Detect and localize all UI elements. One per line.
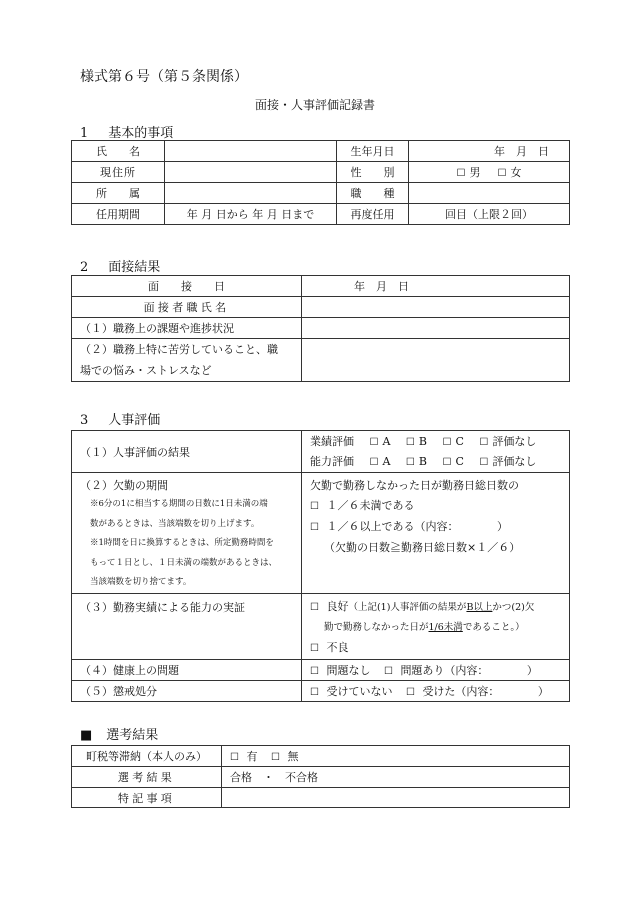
proof-field [302,593,570,659]
gender-field [409,162,570,183]
male-label: 男 [469,166,481,179]
health-none-checkbox[interactable]: ☐ [310,665,319,677]
tax-no-label: 無 [287,750,299,763]
selection-result-field[interactable]: 合格 ・ 不合格 [222,767,570,788]
male-checkbox[interactable]: ☐ [456,168,466,179]
form-number: 様式第６号（第５条関係） [80,69,248,85]
difficulties-field[interactable] [302,339,570,382]
difficulties-line1: （２）職務上特に苦労していること、職 [80,343,278,356]
under-one-sixth-text: 1/6未満 [428,621,463,633]
section4-heading [80,724,158,743]
discipline-yes-checkbox[interactable]: ☐ [405,686,415,698]
absence-notes [80,495,293,593]
perf-a-checkbox[interactable]: ☐ [369,436,379,448]
absence-formula: （欠勤の日数≧勤務日総日数×１／６） [324,541,521,554]
evaluation-result-field [302,431,570,473]
birth-date-label: 生年月日 [337,141,409,162]
absence-under-label: １／６未満である [326,499,415,512]
discipline-yes-label: 受けた（内容： ） [422,684,549,698]
absence-option-2 [310,517,561,538]
absence-period-label: （２）欠勤の期間 [80,479,168,492]
ability-c-checkbox[interactable]: ☐ [442,456,452,468]
absence-note-5: 当該端数を切り捨てます。 [90,577,192,587]
ability-b-label: B [418,454,427,468]
health-field [302,659,570,680]
perf-b-label: B [418,434,427,448]
b-or-above-text: B以上 [466,601,493,613]
ability-a-label: A [382,454,391,468]
difficulties-line2: 場での悩み・ストレスなど [80,364,212,377]
female-checkbox[interactable]: ☐ [497,168,507,179]
absence-note-1: ※6分の1に相当する期間の日数に1日未満の端 [90,499,268,509]
name-field[interactable] [165,141,337,162]
ability-label: 能力評価 [310,454,354,468]
basic-info-table [71,140,570,225]
section3-number: 3 [80,413,89,428]
health-some-checkbox[interactable]: ☐ [383,665,393,677]
job-type-field[interactable] [409,183,570,204]
section1-number: 1 [80,126,89,141]
absence-over-label: １／６以上である（内容： ） [326,520,508,533]
proof-good-row [310,597,561,618]
health-some-label: 問題あり（内容： ） [400,663,538,677]
perf-a-label: A [382,434,391,448]
proof-bad-label: 不良 [326,640,349,654]
name-label: 氏 名 [72,141,165,162]
perf-c-label: C [455,434,464,448]
absence-note-3: ※1時間を日に換算するときは、所定勤務時間を [90,538,274,548]
absence-period-field [302,473,570,594]
perf-c-checkbox[interactable]: ☐ [442,436,452,448]
performance-label: 業績評価 [310,434,354,448]
proof-good-label: 良好 [326,599,349,613]
proof-good-desc: （上記(1)人事評価の結果がB以上かつ(2)欠 [348,601,535,613]
section2-heading [80,256,160,275]
perf-none-checkbox[interactable]: ☐ [479,436,489,448]
section4-mark: ■ [80,728,93,743]
section3-heading [80,409,160,428]
proof-good-checkbox[interactable]: ☐ [310,601,319,613]
department-label: 所 属 [72,183,165,204]
interview-date-field[interactable]: 年 月 日 [302,276,570,297]
address-field[interactable] [165,162,337,183]
task-progress-field[interactable] [302,318,570,339]
discipline-no-label: 受けていない [326,684,393,698]
term-label: 任用期間 [72,204,165,225]
special-notes-label: 特記事項 [72,788,222,808]
female-label: 女 [510,166,522,179]
ability-none-label: 評価なし [492,454,537,468]
absence-period-cell [72,473,302,594]
reappointment-label: 再度任用 [337,204,409,225]
section2-number: 2 [80,260,89,275]
discipline-label: （５）懲戒処分 [72,680,302,701]
gender-label: 性 別 [337,162,409,183]
perf-b-checkbox[interactable]: ☐ [405,436,415,448]
absence-over-checkbox[interactable]: ☐ [310,522,319,533]
interviewer-label: 面接者職氏名 [72,297,302,318]
address-label: 現住所 [72,162,165,183]
tax-arrears-label: 町税等滞納（本人のみ） [72,746,222,767]
tax-arrears-field [222,746,570,767]
special-notes-field[interactable] [222,788,570,808]
health-label: （４）健康上の問題 [72,659,302,680]
difficulties-label [72,339,302,382]
health-none-label: 問題なし [326,663,371,677]
selection-result-label: 選考結果 [72,767,222,788]
reappointment-field[interactable]: 回目（上限２回） [409,204,570,225]
section4-title: 選考結果 [106,728,159,743]
job-type-label: 職 種 [337,183,409,204]
absence-option-1 [310,496,561,517]
birth-date-field[interactable]: 年 月 日 [409,141,570,162]
department-field[interactable] [165,183,337,204]
proof-bad-checkbox[interactable]: ☐ [310,642,319,654]
tax-yes-checkbox[interactable]: ☐ [230,752,239,763]
interviewer-field[interactable] [302,297,570,318]
absence-note-2: 数があるときは、当該端数を切り上げます。 [90,518,260,529]
section3-title: 人事評価 [108,413,161,428]
proof-good-desc-line2: 勤で勤務しなかった日が1/6未満であること。） [324,621,525,633]
proof-label: （３）勤務実績による能力の実証 [72,593,302,659]
task-progress-label: （１）職務上の課題や進捗状況 [72,318,302,339]
discipline-no-checkbox[interactable]: ☐ [310,686,319,698]
tax-yes-label: 有 [246,750,258,763]
ability-none-checkbox[interactable]: ☐ [479,456,489,468]
ability-b-checkbox[interactable]: ☐ [405,456,415,468]
perf-none-label: 評価なし [492,434,537,448]
discipline-field [302,680,570,701]
document-title: 面接・人事評価記録書 [254,98,375,112]
absence-intro: 欠勤で勤務しなかった日が勤務日総日数の [310,479,519,492]
interview-table [71,275,570,382]
ability-a-checkbox[interactable]: ☐ [369,456,379,468]
evaluation-table [71,430,570,702]
absence-note-4: もって１日とし、１日未満の端数があるときは、 [90,557,278,568]
section1-title: 基本的事項 [108,126,174,141]
section2-title: 面接結果 [108,260,161,275]
performance-row [310,432,561,452]
ability-c-label: C [455,454,464,468]
selection-table [71,745,570,808]
interview-date-label: 面 接 日 [72,276,302,297]
tax-no-checkbox[interactable]: ☐ [270,752,280,763]
term-field[interactable]: 年 月 日から 年 月 日まで [165,204,337,225]
section1-heading [80,122,173,141]
proof-bad-row [310,638,561,659]
evaluation-result-label: （１）人事評価の結果 [72,431,302,473]
ability-row [310,452,561,472]
absence-under-checkbox[interactable]: ☐ [310,501,319,512]
